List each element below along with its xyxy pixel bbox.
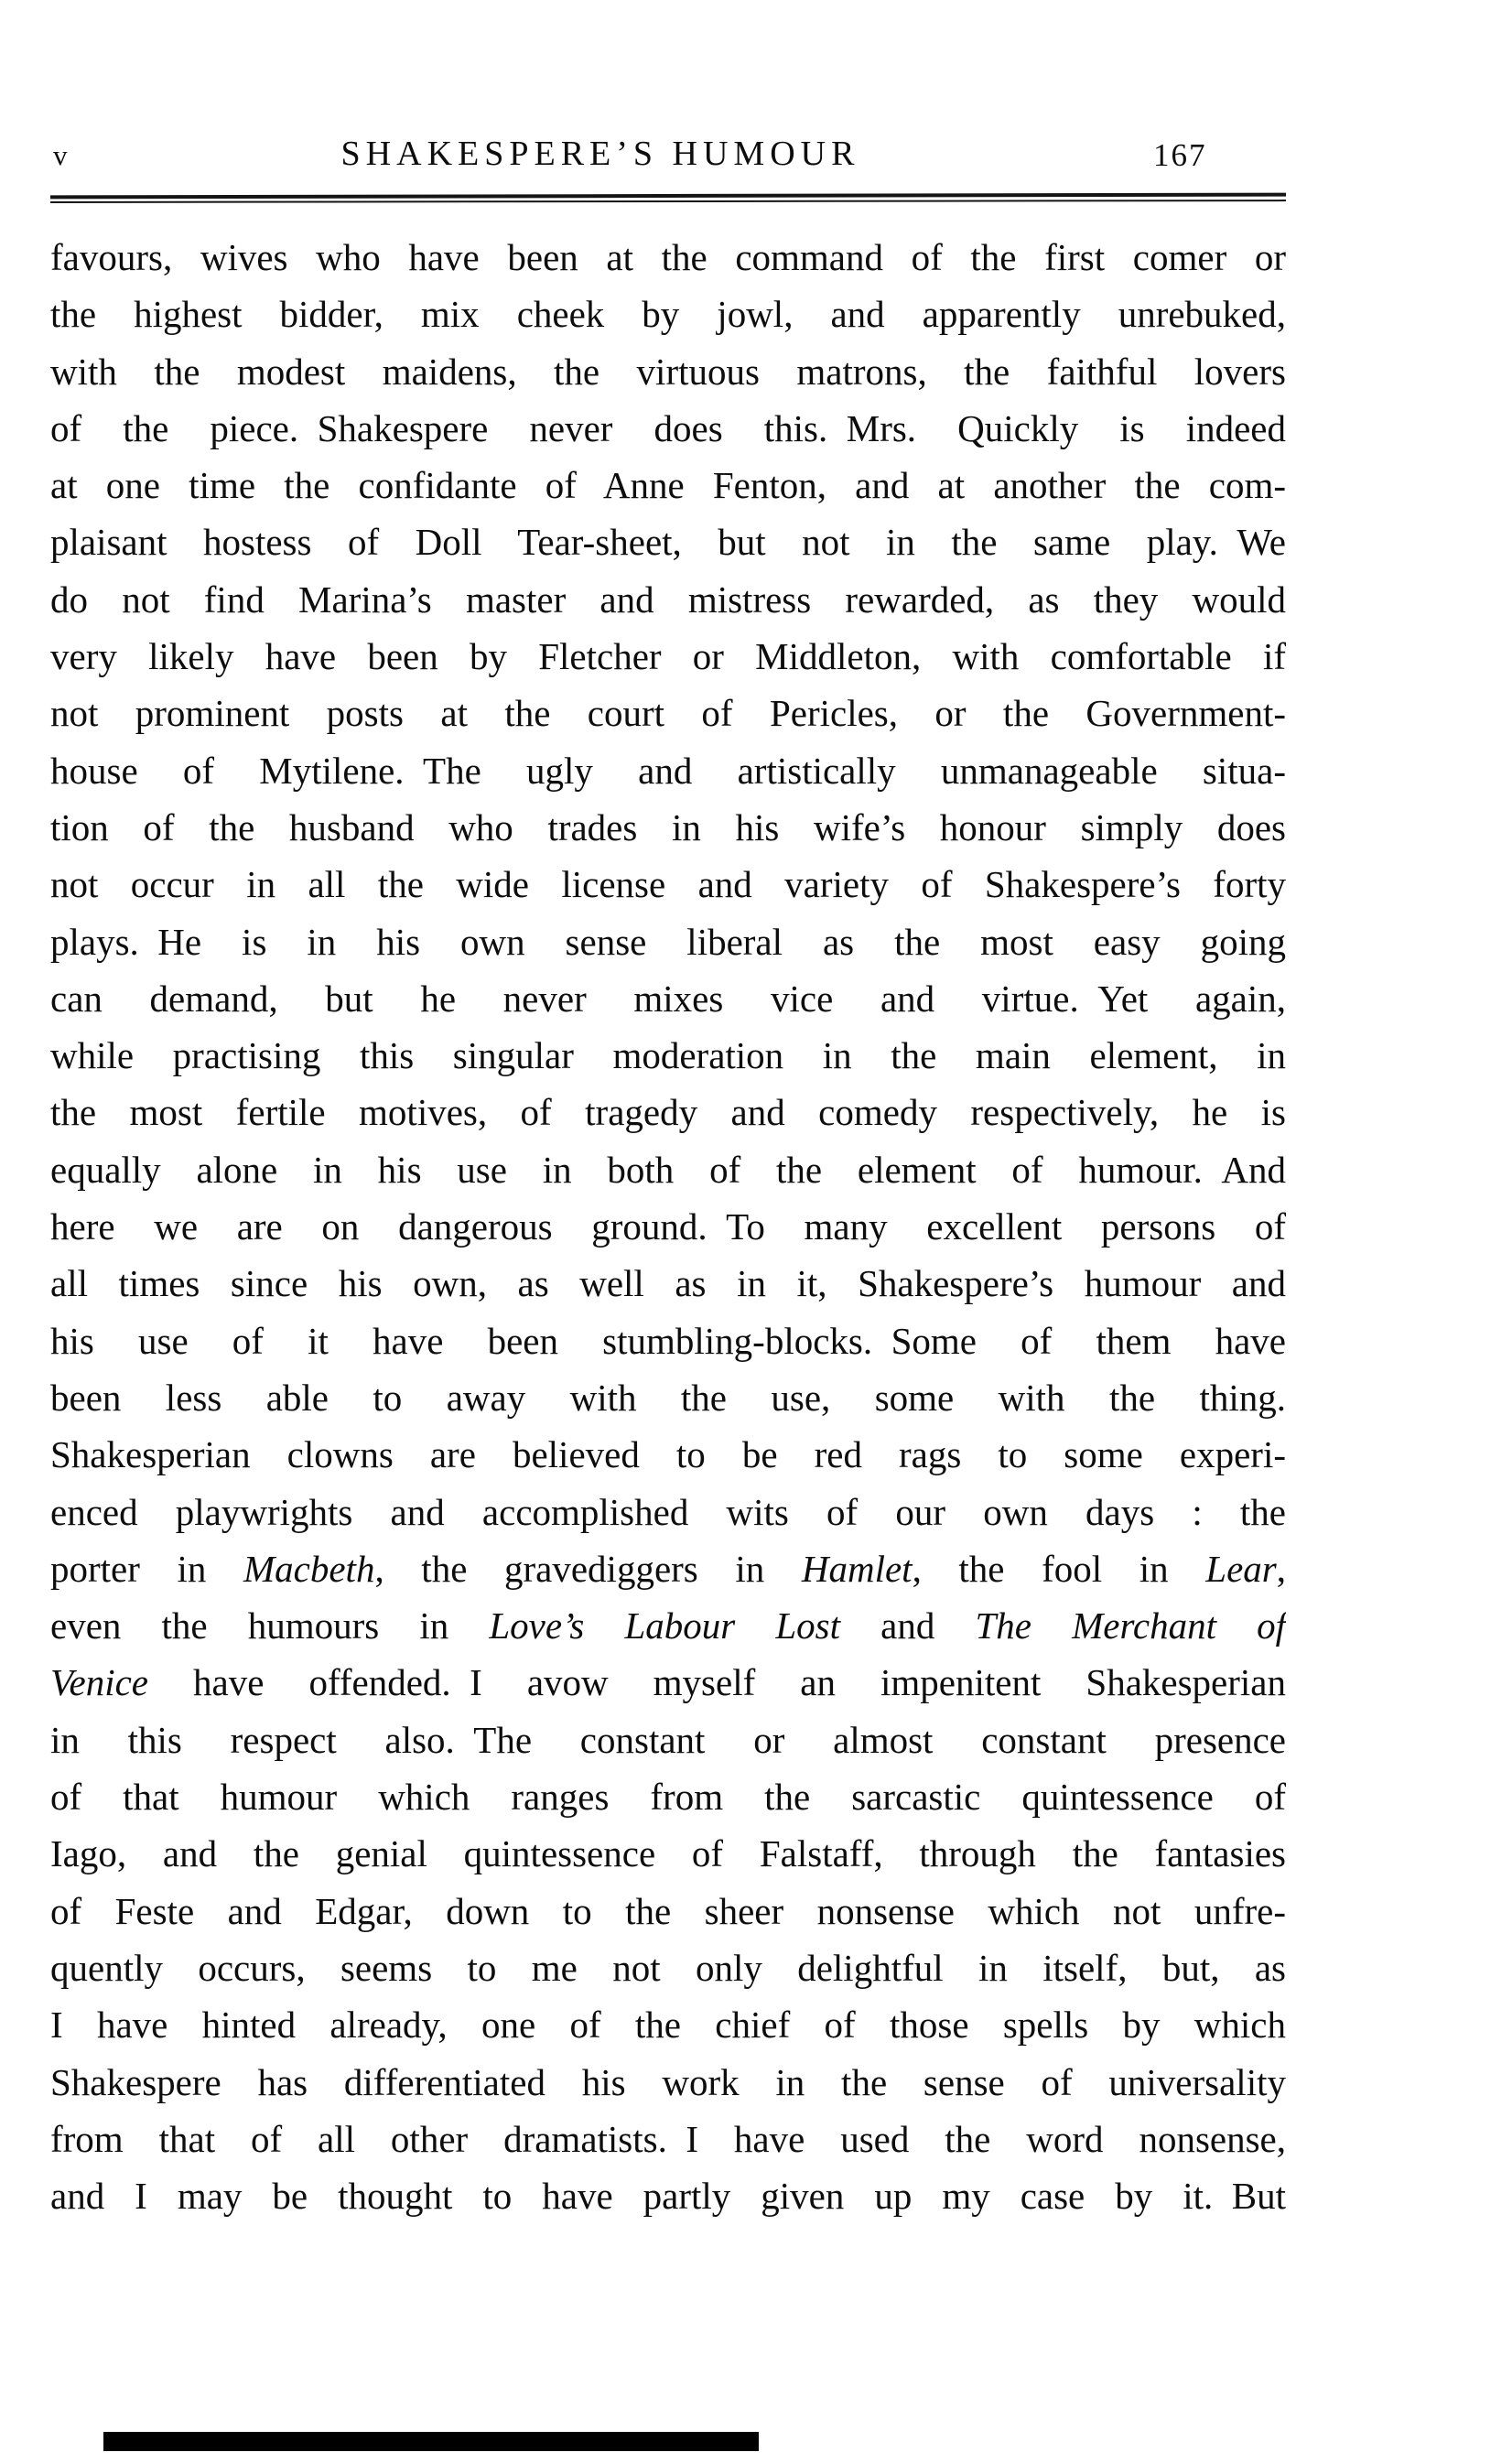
text-line: Iago, and the genial quintessence of Falstaff, through the fantasies xyxy=(50,1832,1286,1875)
signature-mark: v xyxy=(53,139,68,171)
text-line: favours, wives who have been at the command of the first comer or xyxy=(50,236,1286,278)
text-line: very likely have been by Fletcher or Middleton, with comfortable if xyxy=(50,635,1286,678)
header-rule-top-line xyxy=(50,193,1286,200)
header-rule-bottom-line xyxy=(50,200,1286,203)
text-line: tion of the husband who trades in his wife’s honour simply does xyxy=(50,805,1286,848)
text-line: his use of it have been stumbling-blocks. Some of them have xyxy=(50,1319,1286,1362)
text-line: in this respect also. The constant or almost constant presence xyxy=(50,1718,1286,1761)
text-line: with the modest maidens, the virtuous matrons, the faithful lovers xyxy=(50,350,1286,393)
text-line: Shakesperian clowns are believed to be red rags to some experi- xyxy=(50,1433,1286,1476)
text-line: all times since his own, as well as in it, Shakespere’s humour and xyxy=(50,1262,1286,1305)
text-line: can demand, but he never mixes vice and virtue. Yet again, xyxy=(50,977,1286,1020)
text-line: quently occurs, seems to me not only delightful in itself, but, as xyxy=(50,1946,1286,1989)
text-line: do not find Marina’s master and mistress rewarded, as they would xyxy=(50,578,1286,621)
text-line: plays. He is in his own sense liberal as the most easy going xyxy=(50,920,1286,963)
running-title: SHAKESPERE’S HUMOUR xyxy=(340,135,860,173)
text-line: and I may be thought to have partly given up my case by it. But xyxy=(50,2175,1286,2218)
text-line: Venice have offended. I avow myself an impenitent Shakesperian xyxy=(50,1661,1286,1704)
text-line: been less able to away with the use, some with the thing. xyxy=(50,1376,1286,1419)
body-text xyxy=(50,229,1286,2224)
text-line: the most fertile motives, of tragedy and comedy respectively, he is xyxy=(50,1091,1286,1134)
text-line: not prominent posts at the court of Pericles, or the Government- xyxy=(50,692,1286,735)
page-number: 167 xyxy=(1153,137,1207,173)
text-line: Shakespere has differentiated his work in the sense of universality xyxy=(50,2060,1286,2103)
text-line: porter in Macbeth, the gravediggers in Hamlet, the fool in Lear, xyxy=(50,1547,1286,1590)
text-line: I have hinted already, one of the chief of those spells by which xyxy=(50,2004,1286,2047)
text-line: even the humours in Love’s Labour Lost and The Merchant of xyxy=(50,1604,1286,1647)
text-line: of that humour which ranges from the sarcastic quintessence of xyxy=(50,1776,1286,1819)
text-line: the highest bidder, mix cheek by jowl, and apparently unrebuked, xyxy=(50,293,1286,336)
text-line: while practising this singular moderation in the main element, in xyxy=(50,1034,1286,1077)
text-line: from that of all other dramatists. I have used the word nonsense, xyxy=(50,2117,1286,2160)
text-line: here we are on dangerous ground. To many excellent persons of xyxy=(50,1205,1286,1248)
text-line: of the piece. Shakespere never does this. Mrs. Quickly is indeed xyxy=(50,406,1286,449)
header-rule xyxy=(50,194,1286,202)
text-line: not occur in all the wide license and variety of Shakespere’s forty xyxy=(50,863,1286,906)
scan-artifact-bar xyxy=(103,2432,759,2451)
text-line: at one time the confidante of Anne Fenton, and at another the com- xyxy=(50,464,1286,507)
text-line: plaisant hostess of Doll Tear-sheet, but not in the same play. We xyxy=(50,521,1286,564)
text-line: house of Mytilene. The ugly and artistically unmanageable situa- xyxy=(50,749,1286,792)
text-line: of Feste and Edgar, down to the sheer nonsense which not unfre- xyxy=(50,1889,1286,1932)
text-line: enced playwrights and accomplished wits of our own days : the xyxy=(50,1490,1286,1533)
text-line: equally alone in his use in both of the element of humour. And xyxy=(50,1148,1286,1191)
